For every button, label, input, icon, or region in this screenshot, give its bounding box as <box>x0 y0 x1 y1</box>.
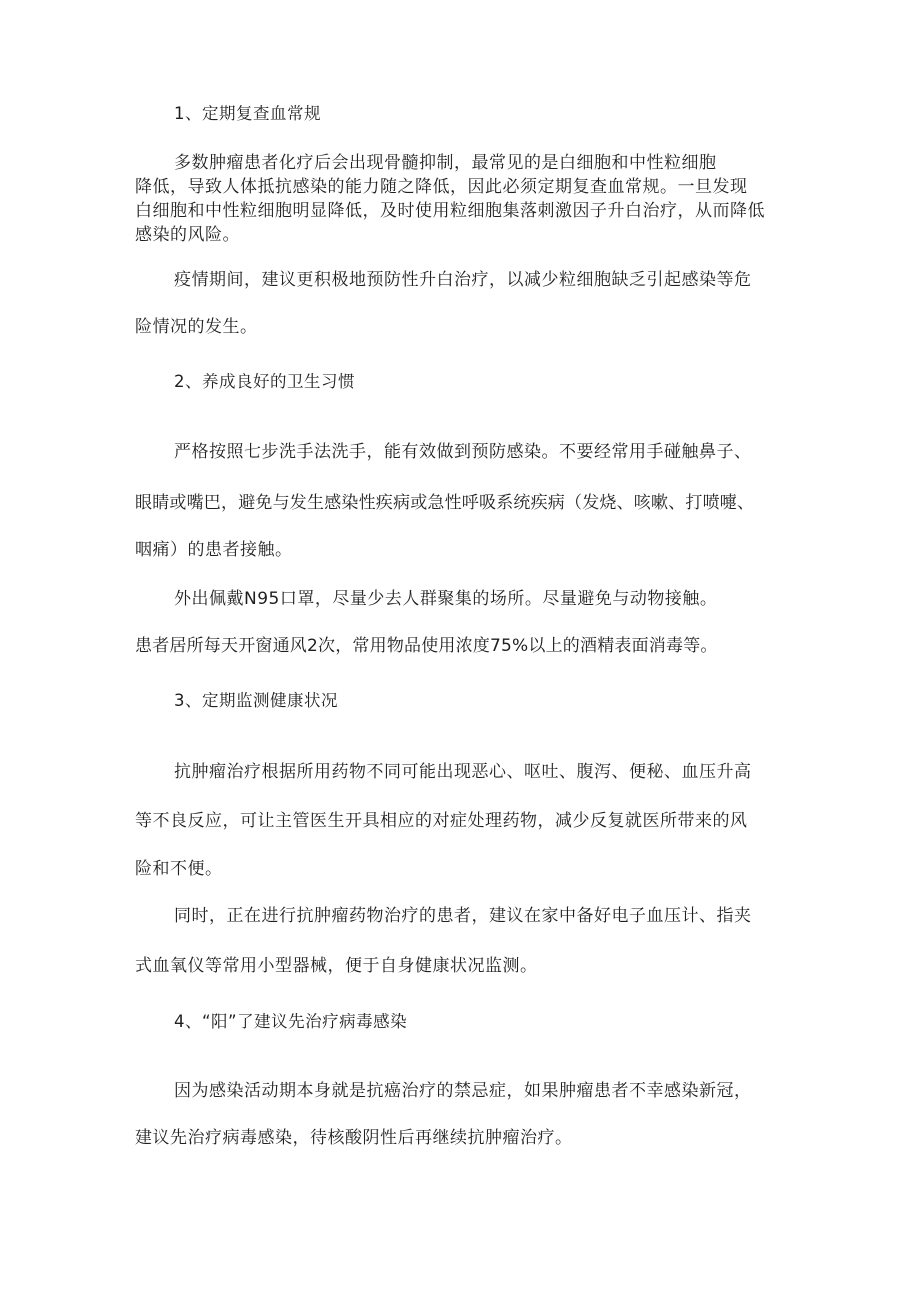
section-heading: 3、定期监测健康状况 <box>174 691 338 710</box>
paragraph-line: 外出佩戴N95口罩，尽量少去人群聚集的场所。尽量避免与动物接触。 <box>174 589 718 609</box>
paragraph-line: 式血氧仪等常用小型器械，便于自身健康状况监测。 <box>135 956 538 976</box>
section-heading: 1、定期复查血常规 <box>174 104 321 123</box>
paragraph-line: 同时，正在进行抗肿瘤药物治疗的患者，建议在家中备好电子血压计、指夹 <box>174 906 752 926</box>
paragraph-line: 险情况的发生。 <box>135 317 258 337</box>
paragraph-line: 白细胞和中性粒细胞明显降低，及时使用粒细胞集落刺激因子升白治疗，从而降低 <box>135 201 765 221</box>
paragraph-line: 眼睛或嘴巴，避免与发生感染性疾病或急性呼吸系统疾病（发烧、咳嗽、打喷嚏、 <box>135 493 755 513</box>
paragraph-line: 降低，导致人体抵抗感染的能力随之降低，因此必须定期复查血常规。一旦发现 <box>135 177 748 197</box>
section-heading: 4、“阳”了建议先治疗病毒感染 <box>174 1012 408 1031</box>
section-heading: 2、养成良好的卫生习惯 <box>174 372 355 391</box>
paragraph-line: 建议先治疗病毒感染，待核酸阴性后再继续抗肿瘤治疗。 <box>135 1128 573 1148</box>
paragraph-line: 多数肿瘤患者化疗后会出现骨髓抑制，最常见的是白细胞和中性粒细胞 <box>174 153 717 173</box>
paragraph-line: 等不良反应，可让主管医生开具相应的对症处理药物，减少反复就医所带来的风 <box>135 811 748 831</box>
paragraph-line: 疫情期间，建议更积极地预防性升白治疗，以减少粒细胞缺乏引起感染等危 <box>174 270 752 290</box>
paragraph-line: 抗肿瘤治疗根据所用药物不同可能出现恶心、呕吐、腹泻、便秘、血压升高 <box>174 762 752 782</box>
paragraph-line: 险和不便。 <box>135 859 223 879</box>
paragraph-line: 患者居所每天开窗通风2次，常用物品使用浓度75%以上的酒精表面消毒等。 <box>135 636 718 656</box>
paragraph-line: 咽痛）的患者接触。 <box>135 540 293 560</box>
paragraph-line: 因为感染活动期本身就是抗癌治疗的禁忌症，如果肿瘤患者不幸感染新冠， <box>174 1081 752 1101</box>
paragraph-line: 感染的风险。 <box>135 225 240 245</box>
paragraph-line: 严格按照七步洗手法洗手，能有效做到预防感染。不要经常用手碰触鼻子、 <box>174 442 752 462</box>
